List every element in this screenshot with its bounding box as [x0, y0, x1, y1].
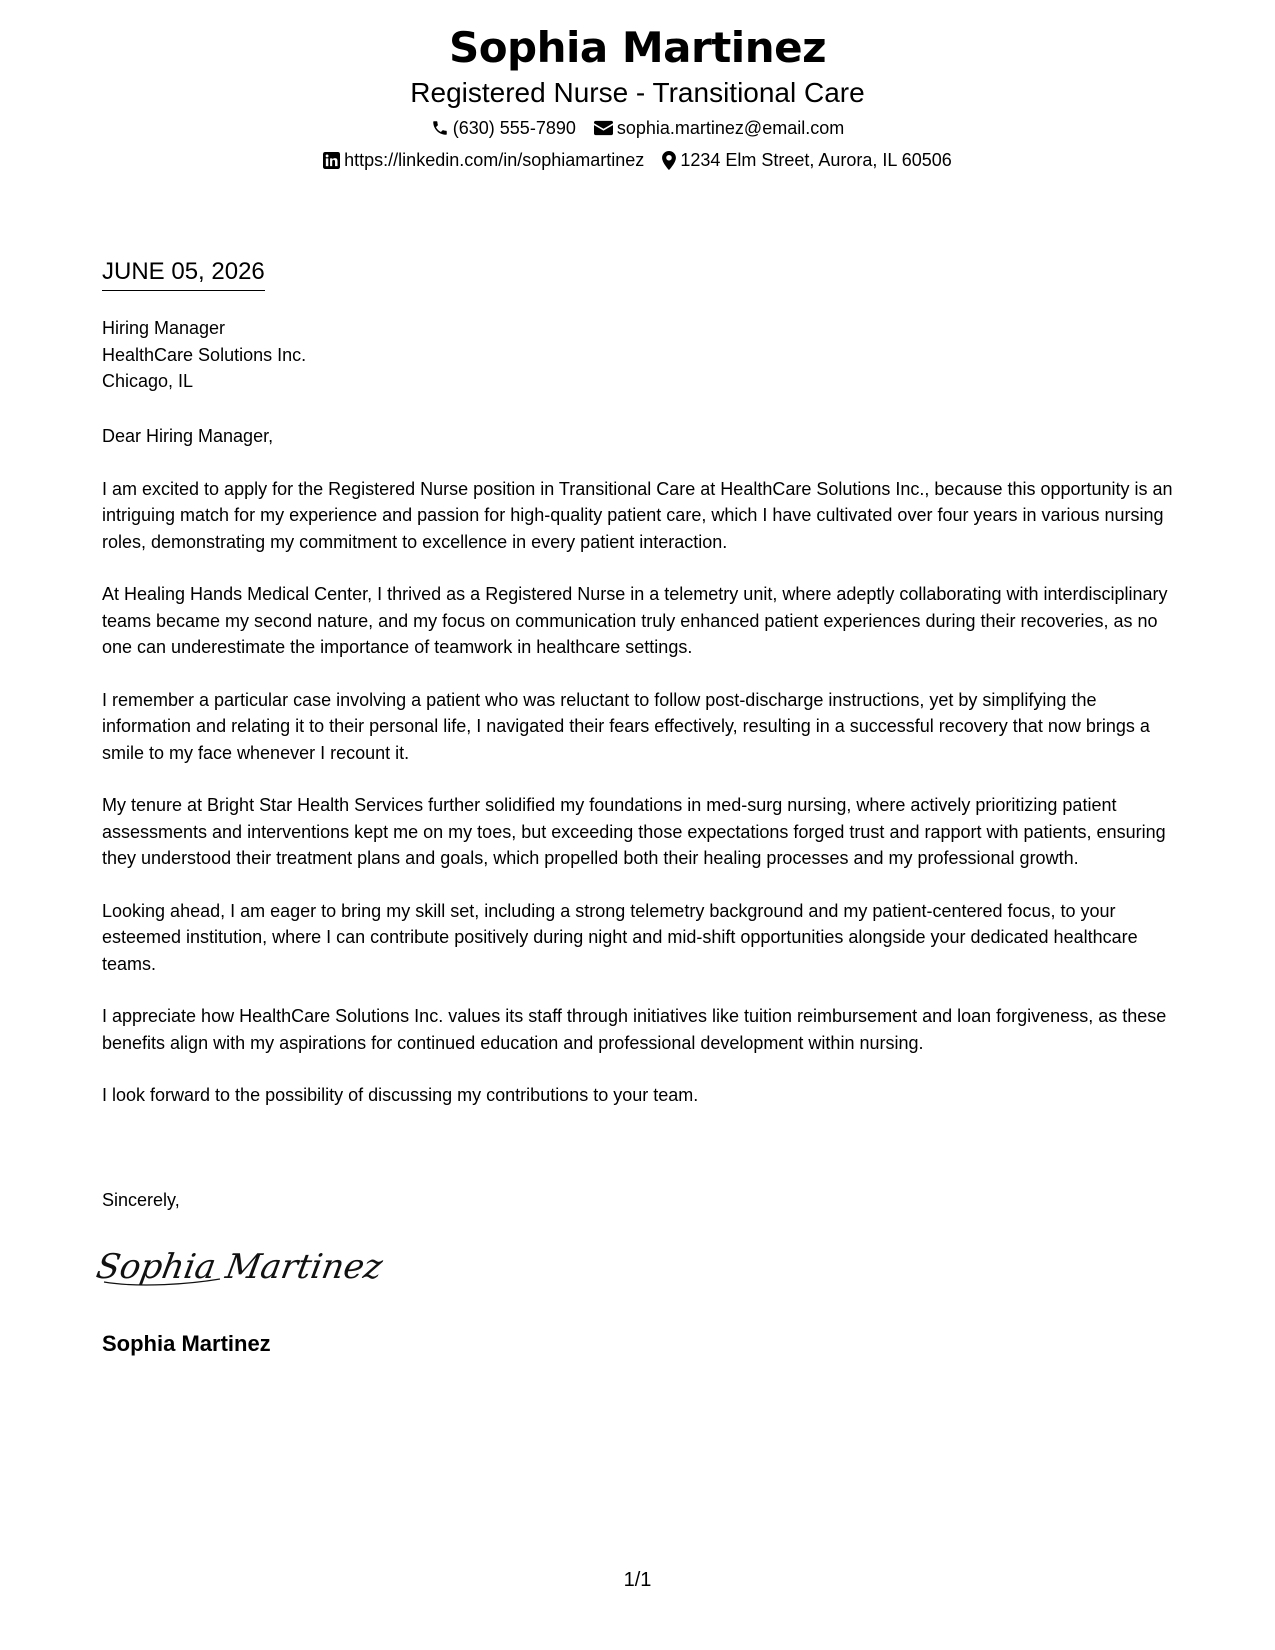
email-text: sophia.martinez@email.com [616, 118, 845, 138]
letter-body [102, 423, 1180, 1135]
handwritten-signature [93, 1238, 386, 1297]
body-paragraph-3: I remember a particular case involving a patient who was reluctant to follow post-discharge instructions, yet by simplifying the information and relating it to their personal life, I navigated their fears effectively, resulting in a successful recovery that now brings a smile to my face whenever I recount it. [102, 689, 1150, 763]
closing: Sincerely, [102, 1190, 180, 1210]
recipient-block [102, 315, 306, 395]
contact-email[interactable] [594, 116, 844, 140]
recipient-company: HealthCare Solutions Inc. [102, 344, 307, 365]
linkedin-icon [323, 152, 340, 169]
phone-text: (630) 555-7890 [452, 118, 576, 138]
salutation: Dear Hiring Manager, [102, 426, 274, 446]
body-paragraph-7: I look forward to the possibility of discussing my contributions to your team. [102, 1085, 699, 1105]
body-paragraph-4: My tenure at Bright Star Health Services further solidified my foundations in med-surg nursing, where actively prioritizing patient assessments and interventions kept me on my toes, but exceeding those expectations forged trust and rapport with patients, ensuring they understood their treatment plans and goals, which propelled both their healing processes and my professional growth. [102, 795, 1166, 868]
phone-icon [431, 119, 449, 137]
letterhead [0, 22, 1275, 172]
contact-row-secondary [0, 148, 1275, 172]
address-text: 1234 Elm Street, Aurora, IL 60506 [680, 150, 952, 170]
map-pin-icon [662, 151, 676, 170]
contact-phone [431, 116, 576, 140]
applicant-title: Registered Nurse - Transitional Care [410, 77, 865, 108]
page-number: 1/1 [623, 1569, 652, 1591]
contact-address [662, 148, 952, 172]
body-paragraph-1: I am excited to apply for the Registered Nurse position in Transitional Care at HealthCare Solutions Inc., because this opportunity is an intriguing match for my experience and passion for high-quality patient care, which I have cultivated over four years in various nursing roles, demonstrating my commitment to excellence in every patient interaction. [102, 478, 1173, 552]
applicant-name: Sophia Martinez [448, 23, 827, 72]
linkedin-text: https://linkedin.com/in/sophiamartinez [344, 150, 645, 170]
contact-linkedin[interactable] [323, 148, 644, 172]
body-paragraph-5: Looking ahead, I am eager to bring my skill set, including a strong telemetry background and my patient-centered focus, to your esteemed institution, where I can contribute positively during night and mid-shift opportunities alongside your dedicated healthcare teams. [102, 900, 1138, 974]
signer-name: Sophia Martinez [102, 1331, 271, 1356]
recipient-name: Hiring Manager [102, 318, 226, 338]
letter-date: JUNE 05, 2026 [102, 257, 265, 291]
envelope-icon [594, 120, 613, 136]
svg-text:Sophia Martinez: Sophia Martinez [93, 1247, 386, 1287]
recipient-location: Chicago, IL [102, 371, 194, 391]
contact-row-primary [0, 116, 1275, 140]
body-paragraph-6: I appreciate how HealthCare Solutions Inc. values its staff through initiatives like tuition reimbursement and loan forgiveness, as these benefits align with my aspirations for continued education and professional development within nursing. [102, 1006, 1167, 1053]
body-paragraph-2: At Healing Hands Medical Center, I thrived as a Registered Nurse in a telemetry unit, where adeptly collaborating with interdisciplinary teams became my second nature, and my focus on communication truly enhanced patient experiences during their recoveries, as no one can underestimate the importance of teamwork in healthcare settings. [102, 584, 1168, 657]
signature-image [93, 1238, 386, 1292]
